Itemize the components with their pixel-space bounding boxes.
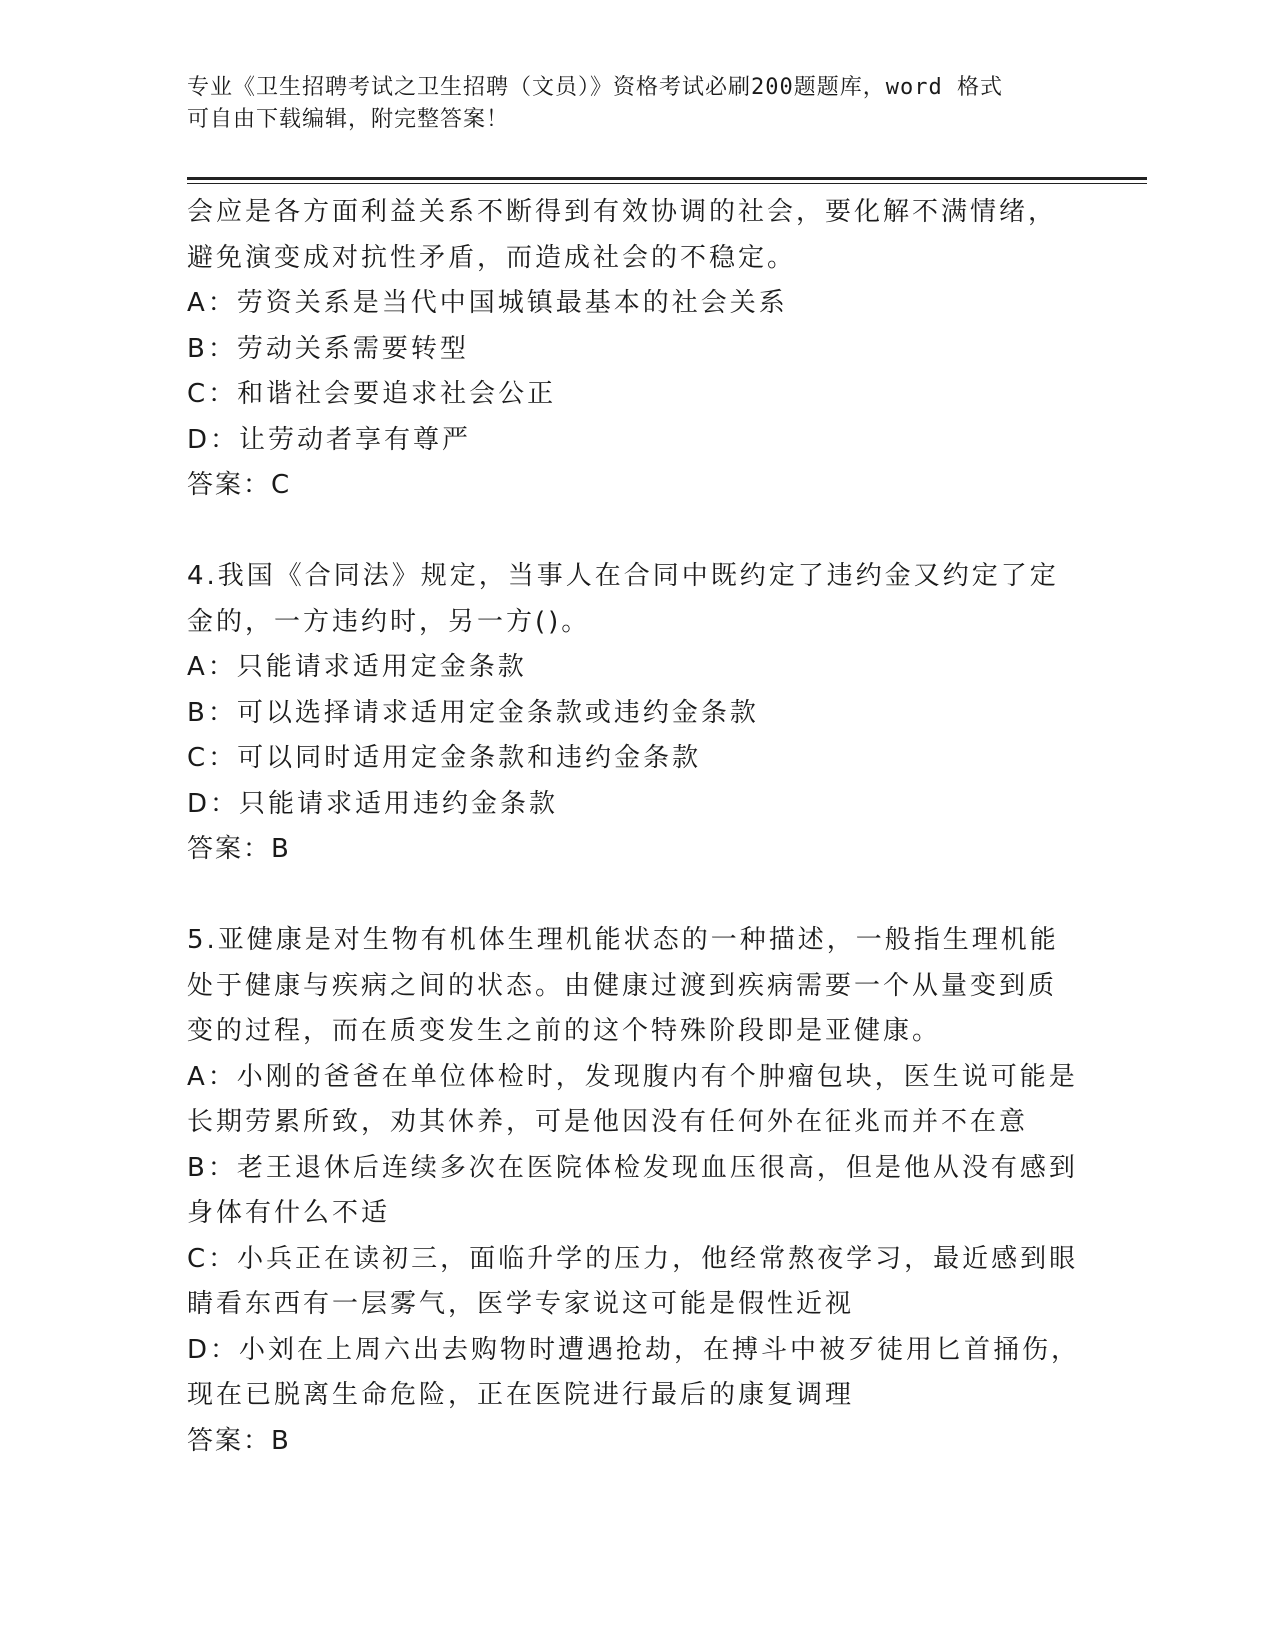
document-body — [187, 190, 1087, 1464]
option-b: B：老王退休后连续多次在医院体检发现血压很高，但是他从没有感到 — [187, 1152, 1078, 1183]
option-d: D：只能请求适用违约金条款 — [187, 788, 559, 819]
header-divider-thick — [187, 177, 1147, 180]
question-stem-line: 金的，一方违约时，另一方()。 — [187, 606, 591, 637]
option-c: C：可以同时适用定金条款和违约金条款 — [187, 743, 702, 773]
option-a: A：小刚的爸爸在单位体检时，发现腹内有个肿瘤包块，医生说可能是 — [187, 1061, 1078, 1092]
option-b: B：劳动关系需要转型 — [187, 333, 469, 364]
option-a-cont: 长期劳累所致，劝其休养，可是他因没有任何外在征兆而并不在意 — [187, 1107, 1029, 1137]
option-d: D：小刘在上周六出去购物时遭遇抢劫，在搏斗中被歹徒用匕首捅伤， — [187, 1334, 1081, 1365]
option-c: C：和谐社会要追求社会公正 — [187, 379, 557, 409]
option-d-cont: 现在已脱离生命危险，正在医院进行最后的康复调理 — [187, 1380, 855, 1410]
question-stem-line: 避免演变成对抗性矛盾，而造成社会的不稳定。 — [187, 242, 797, 273]
header-divider-thin — [187, 183, 1147, 184]
option-b: B：可以选择请求适用定金条款或违约金条款 — [187, 697, 759, 728]
spacer — [187, 509, 1087, 555]
question-3 — [187, 190, 1087, 509]
question-4 — [187, 554, 1087, 873]
question-stem-line: 4.我国《合同法》规定，当事人在合同中既约定了违约金又约定了定 — [187, 561, 1059, 591]
option-a: A：只能请求适用定金条款 — [187, 652, 527, 682]
answer: 答案：B — [187, 834, 291, 864]
option-c: C：小兵正在读初三，面临升学的压力，他经常熬夜学习，最近感到眼 — [187, 1243, 1079, 1274]
question-stem-line: 5.亚健康是对生物有机体生理机能状态的一种描述，一般指生理机能 — [187, 925, 1059, 955]
answer: 答案：C — [187, 470, 292, 500]
option-c-cont: 睛看东西有一层雾气，医学专家说这可能是假性近视 — [187, 1289, 855, 1319]
question-stem-line: 处于健康与疾病之间的状态。由健康过渡到疾病需要一个从量变到质 — [187, 970, 1058, 1001]
option-a: A：劳资关系是当代中国城镇最基本的社会关系 — [187, 288, 788, 318]
question-stem-line: 会应是各方面利益关系不断得到有效协调的社会，要化解不满情绪， — [187, 197, 1058, 227]
option-b-cont: 身体有什么不适 — [187, 1198, 391, 1228]
question-stem-line: 变的过程，而在质变发生之前的这个特殊阶段即是亚健康。 — [187, 1016, 942, 1046]
answer: 答案：B — [187, 1425, 291, 1456]
question-5 — [187, 918, 1087, 1464]
header-line-1: 专业《卫生招聘考试之卫生招聘（文员）》资格考试必刷200题题库，word 格式 — [187, 75, 1003, 100]
document-header — [187, 72, 1087, 136]
option-d: D：让劳动者享有尊严 — [187, 424, 472, 455]
spacer — [187, 873, 1087, 919]
header-line-2: 可自由下载编辑，附完整答案！ — [187, 107, 510, 132]
